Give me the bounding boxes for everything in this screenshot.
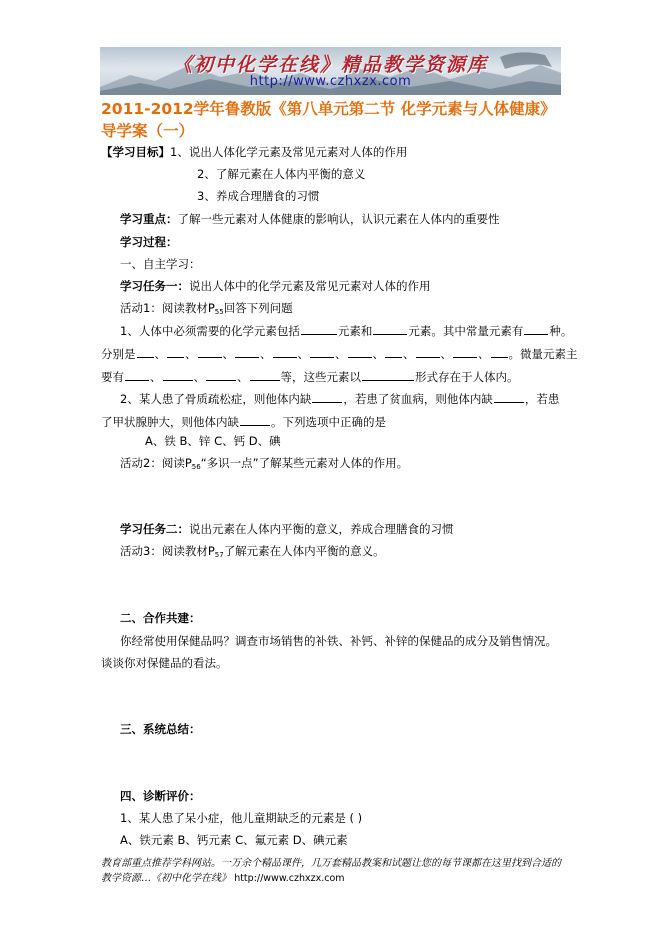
activity-3: [120, 544, 385, 562]
page-number: 55: [214, 308, 224, 316]
question-text: 形式存在于人体内。: [415, 370, 519, 384]
answer-blank[interactable]: [453, 346, 477, 358]
footer-url[interactable]: http://www.czhxzx.com: [234, 873, 345, 884]
banner-title: 《初中化学在线》精品教学资源库: [172, 54, 488, 76]
section-4-options: A、铁元素 B、钙元素 C、氟元素 D、碘元素: [120, 833, 348, 847]
answer-blank[interactable]: [250, 369, 280, 381]
objectives-line-1: [101, 145, 407, 159]
activity-2-suffix: “多识一点”了解某些元素对人体的作用。: [200, 456, 409, 470]
page-number: 57: [214, 551, 224, 559]
section-1-title: 一、自主学习：: [120, 257, 201, 271]
task-2: [120, 522, 454, 536]
process-label: 学习过程：: [120, 235, 178, 249]
question-1-line-3: 要有 、 、 、 等，这些元素以 形式存在于人体内。: [101, 370, 519, 384]
answer-blank[interactable]: [310, 346, 334, 358]
section-2-title: 二、合作共建：: [120, 611, 201, 625]
objectives-label: 【学习目标】: [101, 145, 170, 159]
answer-blank[interactable]: [362, 369, 414, 381]
question-1-line-2: 分别是 、 、 、 、 、 、 、 、 、 、 。微量元素主: [101, 347, 578, 361]
answer-blank[interactable]: [198, 346, 222, 358]
section-3-title: 三、系统总结：: [120, 722, 201, 736]
task-1-text: 说出人体中的化学元素及常见元素对人体的作用: [189, 279, 431, 293]
question-text: 要有: [101, 370, 124, 384]
document-title: 2011-2012学年鲁教版《第八单元第二节 化学元素与人体健康》导学案（一）: [101, 100, 556, 140]
footer-note: [101, 856, 571, 886]
page-number: 56: [191, 463, 201, 471]
activity-2: [120, 456, 408, 474]
answer-blank[interactable]: [125, 369, 149, 381]
footer-line: 教学资源…《初中化学在线》: [101, 873, 231, 884]
answer-blank[interactable]: [312, 391, 342, 403]
answer-blank[interactable]: [137, 346, 154, 358]
task-1-label: 学习任务一：: [120, 279, 189, 293]
question-text: 元素和: [337, 324, 373, 338]
question-text: 元素。其中常量元素有: [408, 324, 524, 338]
answer-blank[interactable]: [167, 346, 184, 358]
question-2-options: A、铁 B、锌 C、钙 D、碘: [145, 434, 281, 448]
question-2-line-1: [120, 391, 559, 406]
key-point: [120, 212, 500, 226]
answer-blank[interactable]: [491, 346, 508, 358]
objective-item: 3、养成合理膳食的习惯: [197, 189, 320, 203]
footer-line-2: [101, 871, 571, 886]
footer-line: 教育部重点推荐学科网站。一万余个精品课件，几万套精品教案和试题让您的每节课都在这里找到合适的: [101, 858, 561, 869]
section-4-question: 1、某人患了呆小症，他儿童期缺乏的元素是 ( ): [120, 811, 363, 825]
question-text: 1、人体中必须需要的化学元素包括: [120, 324, 300, 338]
site-banner: [100, 47, 561, 95]
question-1-line-1: [120, 323, 572, 338]
question-text: 。微量元素主: [508, 347, 578, 361]
answer-blank[interactable]: [235, 346, 259, 358]
question-text: ，若患: [524, 392, 560, 406]
question-text: 2、某人患了骨质疏松症，则他体内缺: [120, 392, 312, 406]
key-point-text: 了解一些元素对人体健康的影响认，认识元素在人体内的重要性: [177, 212, 500, 226]
activity-1: [120, 301, 293, 319]
answer-blank[interactable]: [494, 391, 524, 403]
question-text: 等，这些元素以: [280, 370, 361, 384]
answer-blank[interactable]: [163, 369, 193, 381]
question-text: 。下列选项中正确的是: [271, 415, 386, 429]
question-2-line-2: [101, 414, 386, 429]
question-text: 分别是: [101, 347, 136, 361]
answer-blank[interactable]: [206, 369, 236, 381]
objective-item: 1、说出人体化学元素及常见元素对人体的作用: [170, 145, 408, 159]
answer-blank[interactable]: [416, 346, 440, 358]
question-text: 种。: [549, 324, 573, 338]
activity-1-prefix: 活动1：阅读教材P: [120, 301, 215, 315]
section-2-text: 你经常使用保健品吗？调查市场销售的补铁、补钙、补锌的保健品的成分及销售情况。: [120, 634, 557, 648]
answer-blank[interactable]: [385, 346, 402, 358]
question-text: 了甲状腺肿大，则他体内缺: [101, 415, 239, 429]
section-4-title: 四、诊断评价：: [120, 789, 201, 803]
banner-url[interactable]: http://www.czhxzx.com: [249, 74, 412, 89]
answer-blank[interactable]: [273, 346, 297, 358]
activity-2-prefix: 活动2：阅读P: [120, 456, 192, 470]
question-text: ，若患了贫血病，则他体内缺: [343, 392, 493, 406]
answer-blank[interactable]: [373, 323, 407, 335]
activity-3-suffix: 了解元素在人体内平衡的意义。: [223, 544, 385, 558]
answer-blank[interactable]: [348, 346, 372, 358]
activity-1-suffix: 回答下列问题: [223, 301, 293, 315]
task-2-text: 说出元素在人体内平衡的意义，养成合理膳食的习惯: [189, 522, 454, 536]
activity-3-prefix: 活动3：阅读教材P: [120, 544, 215, 558]
task-1: [120, 279, 431, 293]
section-2-text: 谈谈你对保健品的看法。: [101, 656, 228, 670]
objective-item: 2、了解元素在人体内平衡的意义: [197, 167, 366, 181]
task-2-label: 学习任务二：: [120, 522, 189, 536]
answer-blank[interactable]: [240, 414, 270, 426]
answer-blank[interactable]: [524, 323, 548, 335]
answer-blank[interactable]: [301, 323, 337, 335]
key-point-label: 学习重点：: [120, 212, 178, 226]
